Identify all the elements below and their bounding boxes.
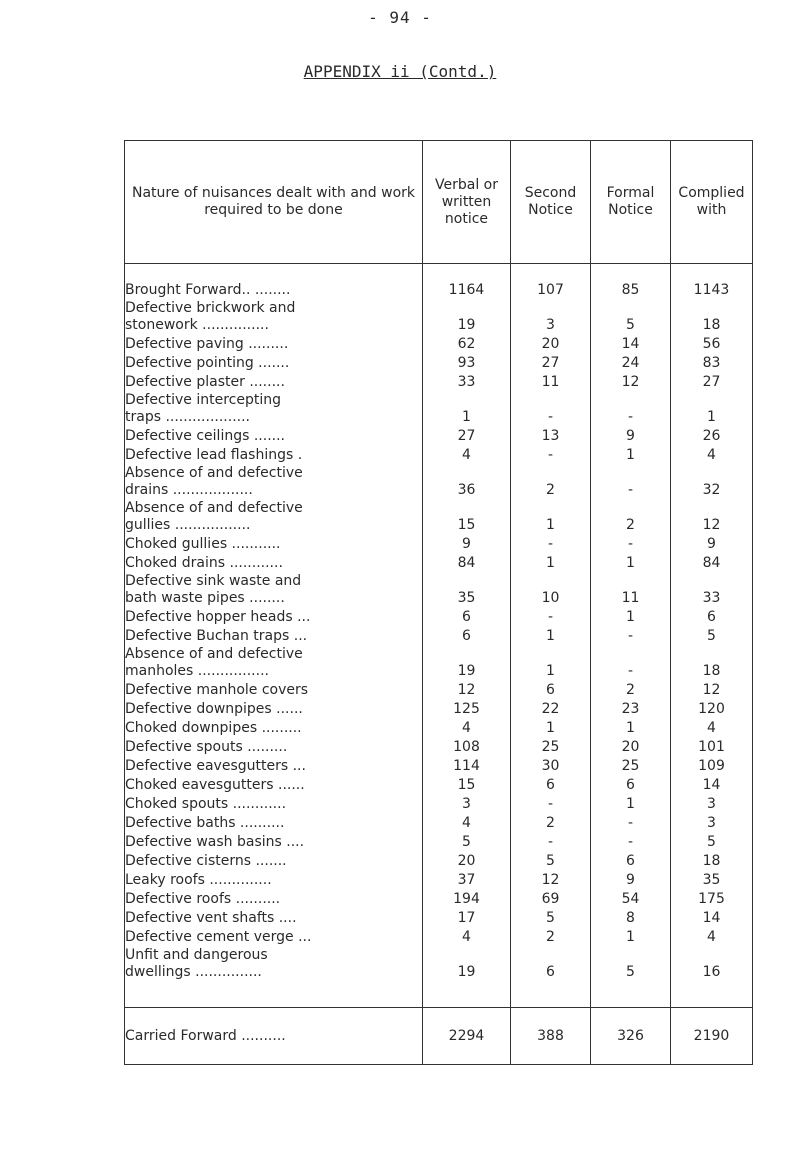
nuisance-label-line: Defective Buchan traps ... xyxy=(125,628,308,644)
nuisance-label xyxy=(125,851,423,870)
table-row xyxy=(125,391,753,426)
nuisance-label-line: Defective brickwork and xyxy=(125,300,296,316)
table-row xyxy=(125,680,753,699)
second-count: 69 xyxy=(511,889,591,908)
nuisance-label-line: Choked drains ............ xyxy=(125,555,283,571)
formal-count: 1 xyxy=(591,553,671,572)
verbal-count: 84 xyxy=(423,553,511,572)
table-row xyxy=(125,699,753,718)
formal-count: 6 xyxy=(591,851,671,870)
nuisance-label xyxy=(125,645,423,680)
nuisance-label-line: bath waste pipes ........ xyxy=(125,590,285,606)
nuisance-label-line: Choked spouts ............ xyxy=(125,796,287,812)
second-count: - xyxy=(511,832,591,851)
verbal-count: 4 xyxy=(423,445,511,464)
verbal-count: 12 xyxy=(423,680,511,699)
formal-count: 1 xyxy=(591,445,671,464)
nuisance-label-line: Defective cement verge ... xyxy=(125,929,312,945)
nuisance-label xyxy=(125,832,423,851)
complied-count: 56 xyxy=(671,334,753,353)
complied-count: 14 xyxy=(671,908,753,927)
second-count: 1 xyxy=(511,718,591,737)
second-count: 5 xyxy=(511,908,591,927)
table-row xyxy=(125,832,753,851)
nuisance-label-line: dwellings ............... xyxy=(125,964,262,980)
second-count: 10 xyxy=(511,572,591,607)
formal-count: 9 xyxy=(591,426,671,445)
second-count: 2 xyxy=(511,813,591,832)
nuisance-label-line: Unfit and dangerous xyxy=(125,947,268,963)
formal-count: 5 xyxy=(591,299,671,334)
formal-count: 24 xyxy=(591,353,671,372)
second-count: 22 xyxy=(511,699,591,718)
formal-count: 1 xyxy=(591,927,671,946)
second-count: 2 xyxy=(511,464,591,499)
verbal-count: 108 xyxy=(423,737,511,756)
nuisance-label xyxy=(125,464,423,499)
nuisance-label-line: Defective ceilings ....... xyxy=(125,428,285,444)
second-count: 1 xyxy=(511,553,591,572)
verbal-count: 9 xyxy=(423,534,511,553)
complied-count: 109 xyxy=(671,756,753,775)
table-row xyxy=(125,946,753,981)
complied-count: 175 xyxy=(671,889,753,908)
carried-forward-verbal: 2294 xyxy=(423,1008,511,1065)
table-row xyxy=(125,353,753,372)
nuisance-label-line: Choked gullies ........... xyxy=(125,536,281,552)
complied-count: 35 xyxy=(671,870,753,889)
table-row xyxy=(125,626,753,645)
table-row xyxy=(125,645,753,680)
verbal-count: 27 xyxy=(423,426,511,445)
complied-count: 26 xyxy=(671,426,753,445)
table-row xyxy=(125,718,753,737)
second-count: - xyxy=(511,445,591,464)
header-complied: Complied with xyxy=(671,141,753,264)
nuisance-label xyxy=(125,889,423,908)
nuisance-label xyxy=(125,391,423,426)
verbal-count: 1 xyxy=(423,391,511,426)
nuisance-label xyxy=(125,699,423,718)
nuisance-label xyxy=(125,908,423,927)
table-row xyxy=(125,499,753,534)
formal-count: 12 xyxy=(591,372,671,391)
second-count: 11 xyxy=(511,372,591,391)
nuisance-label xyxy=(125,626,423,645)
nuisance-label-line: gullies ................. xyxy=(125,517,251,533)
nuisance-label-line: Defective hopper heads ... xyxy=(125,609,311,625)
table-row xyxy=(125,280,753,299)
nuisance-label xyxy=(125,927,423,946)
table-row xyxy=(125,553,753,572)
complied-count: 101 xyxy=(671,737,753,756)
header-verbal: Verbal or written notice xyxy=(423,141,511,264)
verbal-count: 19 xyxy=(423,299,511,334)
verbal-count: 19 xyxy=(423,946,511,981)
second-count: 107 xyxy=(511,280,591,299)
table-row xyxy=(125,775,753,794)
table-row xyxy=(125,299,753,334)
table-row xyxy=(125,851,753,870)
formal-count: 11 xyxy=(591,572,671,607)
appendix-title: APPENDIX ii (Contd.) xyxy=(303,62,497,81)
formal-count: 2 xyxy=(591,499,671,534)
second-count: 13 xyxy=(511,426,591,445)
formal-count: 20 xyxy=(591,737,671,756)
complied-count: 1 xyxy=(671,391,753,426)
table-row xyxy=(125,426,753,445)
formal-count: - xyxy=(591,626,671,645)
nuisance-label xyxy=(125,426,423,445)
nuisance-label xyxy=(125,372,423,391)
second-count: 12 xyxy=(511,870,591,889)
formal-count: 1 xyxy=(591,794,671,813)
table-row xyxy=(125,464,753,499)
formal-count: - xyxy=(591,534,671,553)
complied-count: 3 xyxy=(671,794,753,813)
verbal-count: 1164 xyxy=(423,280,511,299)
complied-count: 83 xyxy=(671,353,753,372)
complied-count: 4 xyxy=(671,718,753,737)
formal-count: 23 xyxy=(591,699,671,718)
nuisance-label-line: Absence of and defective xyxy=(125,646,303,662)
nuisance-label-line: Defective plaster ........ xyxy=(125,374,285,390)
nuisance-label-line: Defective vent shafts .... xyxy=(125,910,297,926)
verbal-count: 6 xyxy=(423,626,511,645)
table-row xyxy=(125,794,753,813)
table-row xyxy=(125,870,753,889)
complied-count: 18 xyxy=(671,299,753,334)
complied-count: 9 xyxy=(671,534,753,553)
complied-count: 16 xyxy=(671,946,753,981)
nuisance-label-line: Defective intercepting xyxy=(125,392,282,408)
verbal-count: 6 xyxy=(423,607,511,626)
formal-count: - xyxy=(591,391,671,426)
carried-forward-second: 388 xyxy=(511,1008,591,1065)
nuisance-label xyxy=(125,553,423,572)
nuisance-label-line: Choked downpipes ......... xyxy=(125,720,302,736)
second-count: 20 xyxy=(511,334,591,353)
nuisance-label-line: Absence of and defective xyxy=(125,500,303,516)
table-row xyxy=(125,445,753,464)
nuisance-label xyxy=(125,280,423,299)
header-second: Second Notice xyxy=(511,141,591,264)
verbal-count: 194 xyxy=(423,889,511,908)
complied-count: 33 xyxy=(671,572,753,607)
complied-count: 4 xyxy=(671,445,753,464)
nuisance-label xyxy=(125,775,423,794)
formal-count: 6 xyxy=(591,775,671,794)
formal-count: - xyxy=(591,813,671,832)
nuisance-label xyxy=(125,607,423,626)
nuisance-label xyxy=(125,445,423,464)
nuisance-label-line: Defective wash basins .... xyxy=(125,834,305,850)
second-count: 1 xyxy=(511,645,591,680)
verbal-count: 125 xyxy=(423,699,511,718)
nuisance-label-line: Defective paving ......... xyxy=(125,336,289,352)
complied-count: 14 xyxy=(671,775,753,794)
nuisance-label xyxy=(125,499,423,534)
nuisance-label xyxy=(125,756,423,775)
header-row xyxy=(125,141,753,264)
nuisance-label-line: stonework ............... xyxy=(125,317,269,333)
nuisance-label-line: Defective downpipes ...... xyxy=(125,701,303,717)
table-row xyxy=(125,334,753,353)
formal-count: - xyxy=(591,464,671,499)
verbal-count: 62 xyxy=(423,334,511,353)
verbal-count: 4 xyxy=(423,813,511,832)
verbal-count: 15 xyxy=(423,775,511,794)
formal-count: 5 xyxy=(591,946,671,981)
second-count: - xyxy=(511,794,591,813)
nuisance-label xyxy=(125,572,423,607)
formal-count: 1 xyxy=(591,607,671,626)
complied-count: 18 xyxy=(671,645,753,680)
complied-count: 32 xyxy=(671,464,753,499)
complied-count: 12 xyxy=(671,680,753,699)
nuisance-label-line: traps ................... xyxy=(125,409,251,425)
nuisance-label-line: Defective roofs .......... xyxy=(125,891,281,907)
formal-count: 9 xyxy=(591,870,671,889)
table-row xyxy=(125,756,753,775)
verbal-count: 33 xyxy=(423,372,511,391)
nuisance-label xyxy=(125,534,423,553)
table-row xyxy=(125,908,753,927)
second-count: 30 xyxy=(511,756,591,775)
verbal-count: 35 xyxy=(423,572,511,607)
formal-count: - xyxy=(591,645,671,680)
second-count: - xyxy=(511,534,591,553)
header-formal: Formal Notice xyxy=(591,141,671,264)
formal-count: 14 xyxy=(591,334,671,353)
carried-forward-formal: 326 xyxy=(591,1008,671,1065)
nuisance-label xyxy=(125,794,423,813)
nuisance-label-line: Leaky roofs .............. xyxy=(125,872,272,888)
table-row xyxy=(125,927,753,946)
nuisance-label xyxy=(125,680,423,699)
second-count: 25 xyxy=(511,737,591,756)
table-body xyxy=(125,264,753,1065)
nuisance-label-line: drains .................. xyxy=(125,482,253,498)
second-count: 1 xyxy=(511,626,591,645)
table-row xyxy=(125,534,753,553)
nuisance-label-line: Defective cisterns ....... xyxy=(125,853,287,869)
nuisance-label-line: Defective pointing ....... xyxy=(125,355,290,371)
formal-count: 2 xyxy=(591,680,671,699)
nuisance-label-line: Defective spouts ......... xyxy=(125,739,288,755)
verbal-count: 15 xyxy=(423,499,511,534)
bottom-spacer-row xyxy=(125,981,753,1008)
nuisance-label-line: Defective lead flashings . xyxy=(125,447,303,463)
complied-count: 18 xyxy=(671,851,753,870)
table-row xyxy=(125,813,753,832)
verbal-count: 5 xyxy=(423,832,511,851)
verbal-count: 36 xyxy=(423,464,511,499)
nuisance-label xyxy=(125,813,423,832)
nuisance-label-line: Defective manhole covers xyxy=(125,682,309,698)
table-row xyxy=(125,572,753,607)
carried-forward-complied: 2190 xyxy=(671,1008,753,1065)
nuisance-label xyxy=(125,870,423,889)
carried-forward-label: Carried Forward .......... xyxy=(125,1008,423,1065)
verbal-count: 20 xyxy=(423,851,511,870)
nuisance-label-line: Brought Forward.. ........ xyxy=(125,282,291,298)
formal-count: - xyxy=(591,832,671,851)
nuisance-label-line: manholes ................ xyxy=(125,663,269,679)
complied-count: 1143 xyxy=(671,280,753,299)
carried-forward-row xyxy=(125,1008,753,1065)
verbal-count: 114 xyxy=(423,756,511,775)
second-count: 27 xyxy=(511,353,591,372)
table-row xyxy=(125,607,753,626)
nuisance-label-line: Defective eavesgutters ... xyxy=(125,758,306,774)
complied-count: 3 xyxy=(671,813,753,832)
formal-count: 25 xyxy=(591,756,671,775)
verbal-count: 4 xyxy=(423,718,511,737)
nuisance-label-line: Choked eavesgutters ...... xyxy=(125,777,305,793)
nuisance-label xyxy=(125,299,423,334)
nuisance-label-line: Defective baths .......... xyxy=(125,815,285,831)
second-count: 6 xyxy=(511,775,591,794)
complied-count: 84 xyxy=(671,553,753,572)
formal-count: 1 xyxy=(591,718,671,737)
nuisance-label-line: Absence of and defective xyxy=(125,465,303,481)
verbal-count: 3 xyxy=(423,794,511,813)
nuisance-label-line: Defective sink waste and xyxy=(125,573,302,589)
verbal-count: 17 xyxy=(423,908,511,927)
nuisance-label xyxy=(125,353,423,372)
verbal-count: 19 xyxy=(423,645,511,680)
second-count: 3 xyxy=(511,299,591,334)
nuisance-table xyxy=(124,140,753,1065)
nuisance-label xyxy=(125,946,423,981)
second-count: 5 xyxy=(511,851,591,870)
table-row xyxy=(125,889,753,908)
complied-count: 27 xyxy=(671,372,753,391)
second-count: 2 xyxy=(511,927,591,946)
complied-count: 6 xyxy=(671,607,753,626)
nuisance-label xyxy=(125,737,423,756)
verbal-count: 37 xyxy=(423,870,511,889)
complied-count: 5 xyxy=(671,832,753,851)
header-nature: Nature of nuisances dealt with and work required to be done xyxy=(125,141,423,264)
formal-count: 8 xyxy=(591,908,671,927)
complied-count: 12 xyxy=(671,499,753,534)
second-count: 6 xyxy=(511,680,591,699)
second-count: - xyxy=(511,607,591,626)
nuisance-label xyxy=(125,334,423,353)
nuisance-label xyxy=(125,718,423,737)
second-count: 6 xyxy=(511,946,591,981)
complied-count: 4 xyxy=(671,927,753,946)
second-count: 1 xyxy=(511,499,591,534)
page-number: - 94 - xyxy=(368,8,432,27)
table-row xyxy=(125,737,753,756)
table-row xyxy=(125,372,753,391)
verbal-count: 4 xyxy=(423,927,511,946)
top-spacer-row xyxy=(125,264,753,281)
verbal-count: 93 xyxy=(423,353,511,372)
complied-count: 5 xyxy=(671,626,753,645)
formal-count: 54 xyxy=(591,889,671,908)
complied-count: 120 xyxy=(671,699,753,718)
formal-count: 85 xyxy=(591,280,671,299)
second-count: - xyxy=(511,391,591,426)
